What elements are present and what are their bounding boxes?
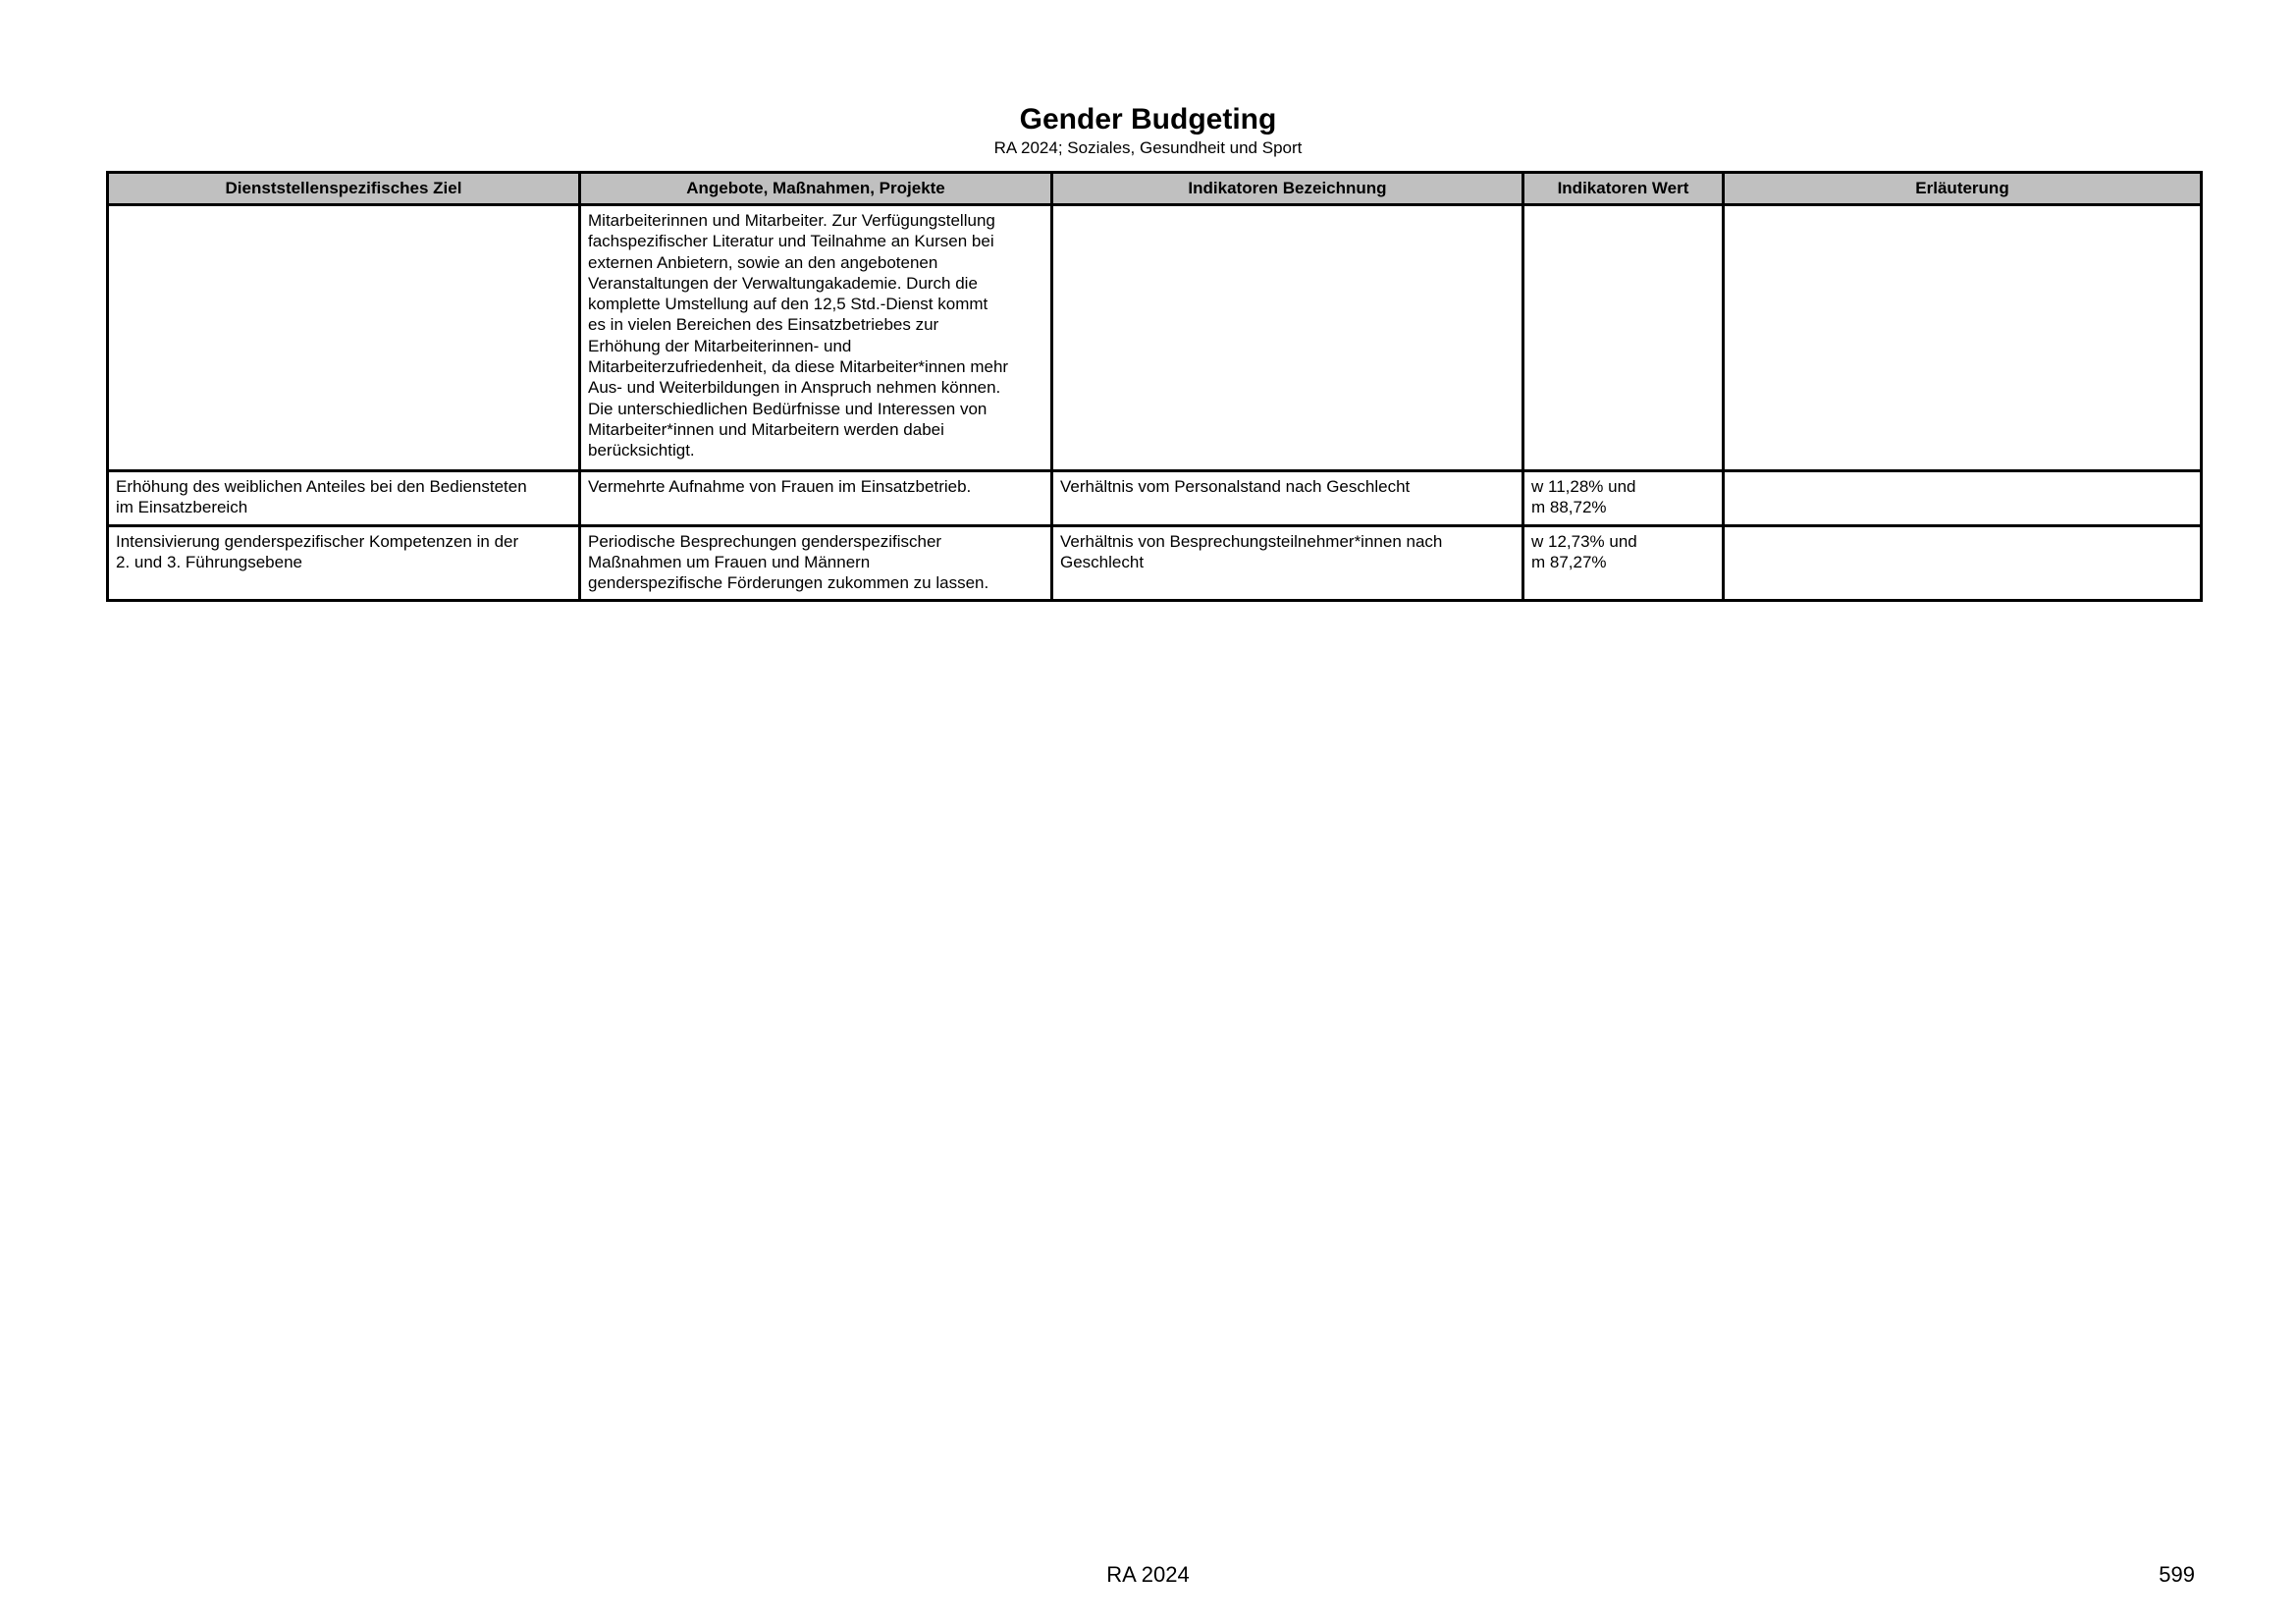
column-header-ziel: Dienststellenspezifisches Ziel <box>108 173 580 205</box>
cell-indikatoren-bezeichnung: Verhältnis von Besprechungsteilnehmer*innen nach Geschlecht <box>1052 525 1523 601</box>
cell-indikatoren-wert <box>1523 205 1724 471</box>
cell-ziel: Intensivierung genderspezifischer Kompetenzen in der 2. und 3. Führungsebene <box>108 525 580 601</box>
table-header-row <box>108 173 2202 205</box>
gender-budgeting-table <box>106 171 2203 602</box>
cell-angebote: Mitarbeiterinnen und Mitarbeiter. Zur Verfügungstellung fachspezifischer Literatur und Teilnahme an Kursen bei externen Anbietern, sowie an den angebotenen Veranstaltungen der Verwaltungakademie. Durch die komplette Umstellung auf den 12,5 Std.-Dienst kommt es in vielen Bereichen des Einsatzbetriebes zur Erhöhung der Mitarbeiterinnen- und Mitarbeiterzufriedenheit, da diese Mitarbeiter*innen mehr Aus- und Weiterbildungen in Anspruch nehmen können. Die unterschiedlichen Bedürfnisse und Interessen von Mitarbeiter*innen und Mitarbeitern werden dabei berücksichtigt. <box>580 205 1052 471</box>
page-number: 599 <box>2159 1562 2195 1587</box>
page-title: Gender Budgeting <box>1019 103 1277 135</box>
cell-angebote: Periodische Besprechungen genderspezifischer Maßnahmen um Frauen und Männern genderspezifische Förderungen zukommen zu lassen. <box>580 525 1052 601</box>
cell-erlaeuterung <box>1724 205 2202 471</box>
cell-indikatoren-bezeichnung: Verhältnis vom Personalstand nach Geschlecht <box>1052 471 1523 526</box>
column-header-erlaeuterung: Erläuterung <box>1724 173 2202 205</box>
table-row <box>108 205 2202 471</box>
cell-erlaeuterung <box>1724 525 2202 601</box>
column-header-indikatoren-wert: Indikatoren Wert <box>1523 173 1724 205</box>
column-header-indikatoren-bezeichnung: Indikatoren Bezeichnung <box>1052 173 1523 205</box>
cell-angebote: Vermehrte Aufnahme von Frauen im Einsatzbetrieb. <box>580 471 1052 526</box>
column-header-angebote: Angebote, Maßnahmen, Projekte <box>580 173 1052 205</box>
cell-ziel: Erhöhung des weiblichen Anteiles bei den Bediensteten im Einsatzbereich <box>108 471 580 526</box>
footer-report-label: RA 2024 <box>1106 1562 1190 1587</box>
table-row <box>108 471 2202 526</box>
cell-erlaeuterung <box>1724 471 2202 526</box>
cell-indikatoren-wert: w 12,73% und m 87,27% <box>1523 525 1724 601</box>
table-row <box>108 525 2202 601</box>
page-subtitle: RA 2024; Soziales, Gesundheit und Sport <box>993 138 1303 157</box>
cell-indikatoren-wert: w 11,28% und m 88,72% <box>1523 471 1724 526</box>
cell-ziel <box>108 205 580 471</box>
cell-indikatoren-bezeichnung <box>1052 205 1523 471</box>
